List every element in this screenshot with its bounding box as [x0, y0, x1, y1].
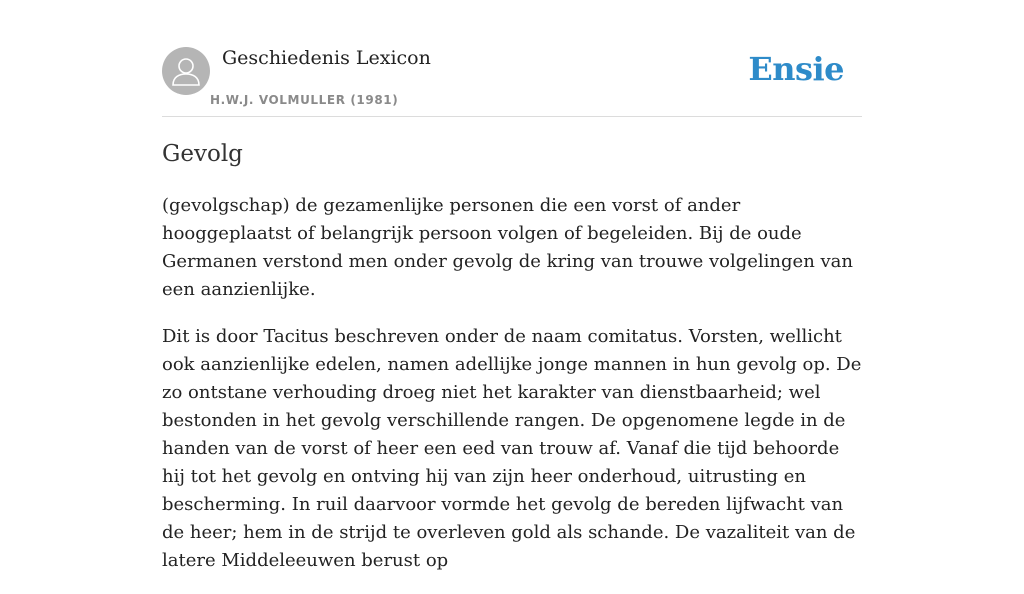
entry-paragraph-1: (gevolgschap) de gezamenlijke personen die een vorst of ander hooggeplaatst of belangrijk persoon volgen of begeleiden. Bij de oude Germanen verstond men onder gevolg de kring van trouwe volgelingen van een aanzienlijke.: [162, 195, 854, 300]
entry-term: Gevolg: [162, 141, 243, 167]
lexicon-header: [162, 46, 862, 117]
entry-paragraph-2: Dit is door Tacitus beschreven onder de naam comitatus. Vorsten, wellicht ook aanzienlijke edelen, namen adellijke jonge mannen in hun gevolg op. De zo ontstane verhouding droeg niet het karakter van dienstbaarheid; wel bestonden in het gevolg verschillende rangen. De opgenomene legde in de handen van de vorst of heer een eed van trouw af. Vanaf die tijd behoorde hij tot het gevolg en ontving hij van zijn heer onderhoud, uitrusting en bescherming. In ruil daarvoor vormde het gevolg de bereden lijfwacht van de heer; hem in de strijd te overleven gold als schande. De vazaliteit van de latere Middeleeuwen berust op: [162, 326, 862, 571]
lexicon-title[interactable]: Geschiedenis Lexicon: [222, 47, 431, 69]
author-credit[interactable]: H.W.J. VOLMULLER (1981): [210, 93, 399, 107]
entry-content: [162, 192, 862, 594]
ensie-logo[interactable]: Ensie: [748, 50, 844, 88]
avatar[interactable]: [162, 47, 210, 95]
user-placeholder-icon: [162, 47, 210, 95]
